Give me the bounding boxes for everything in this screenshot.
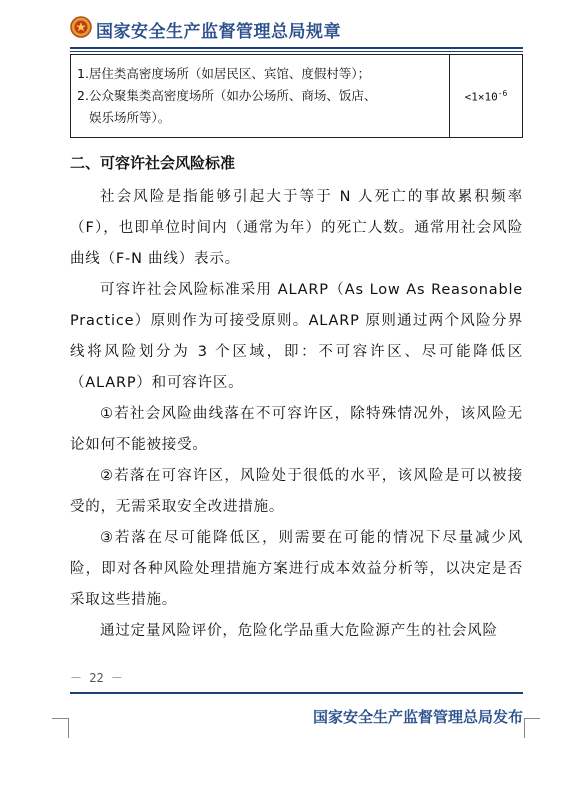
table-line: 2.公众聚集类高密度场所（如办公场所、商场、饭店、 bbox=[77, 88, 377, 103]
paragraph: 社会风险是指能够引起大于等于 N 人死亡的事故累积频率（F），也即单位时间内（通常为年）的死亡人数。通常用社会风险曲线（F-N 曲线）表示。 bbox=[70, 189, 523, 267]
header-rule bbox=[70, 47, 523, 49]
risk-value-base: <1×10 bbox=[464, 90, 498, 104]
table-cell-value bbox=[450, 55, 523, 138]
header-rule bbox=[70, 51, 523, 52]
crop-mark bbox=[524, 718, 540, 719]
table-row bbox=[71, 55, 523, 138]
paragraph: 可容许社会风险标准采用 ALARP（As Low As Reasonable Practice）原则作为可接受原则。ALARP 原则通过两个风险分界线将风险划分为 3 个区域，即：不可容许区、尽可能降低区（ALARP）和可容许区。 bbox=[70, 282, 523, 391]
risk-table bbox=[70, 54, 523, 138]
risk-value-exponent: -6 bbox=[497, 88, 508, 98]
header-title: 国家安全生产监督管理总局规章 bbox=[96, 22, 341, 42]
paragraph: 通过定量风险评价，危险化学品重大危险源产生的社会风险 bbox=[100, 623, 498, 639]
table-cell-description bbox=[71, 55, 450, 138]
section-title: 二、可容许社会风险标准 bbox=[70, 154, 236, 172]
page-header bbox=[70, 14, 523, 50]
page-number: － 22 － bbox=[70, 671, 123, 685]
paragraph: ①若社会风险曲线落在不可容许区，除特殊情况外，该风险无论如何不能被接受。 bbox=[70, 406, 523, 453]
footer-rule bbox=[70, 692, 523, 694]
main-content bbox=[70, 150, 523, 647]
national-emblem-icon bbox=[70, 16, 92, 38]
crop-mark bbox=[52, 718, 68, 719]
crop-mark bbox=[68, 718, 69, 738]
crop-mark bbox=[524, 718, 525, 738]
table-line: 1.居住类高密度场所（如居民区、宾馆、度假村等）； bbox=[77, 66, 371, 81]
paragraph: ③若落在尽可能降低区，则需要在可能的情况下尽量减少风险，即对各种风险处理措施方案进行成本效益分析等，以决定是否采取这些措施。 bbox=[70, 530, 523, 608]
paragraph: ②若落在可容许区，风险处于很低的水平，该风险是可以被接受的，无需采取安全改进措施。 bbox=[70, 468, 523, 515]
footer-title: 国家安全生产监督管理总局发布 bbox=[312, 708, 523, 726]
table-line: 娱乐场所等）。 bbox=[89, 110, 171, 125]
